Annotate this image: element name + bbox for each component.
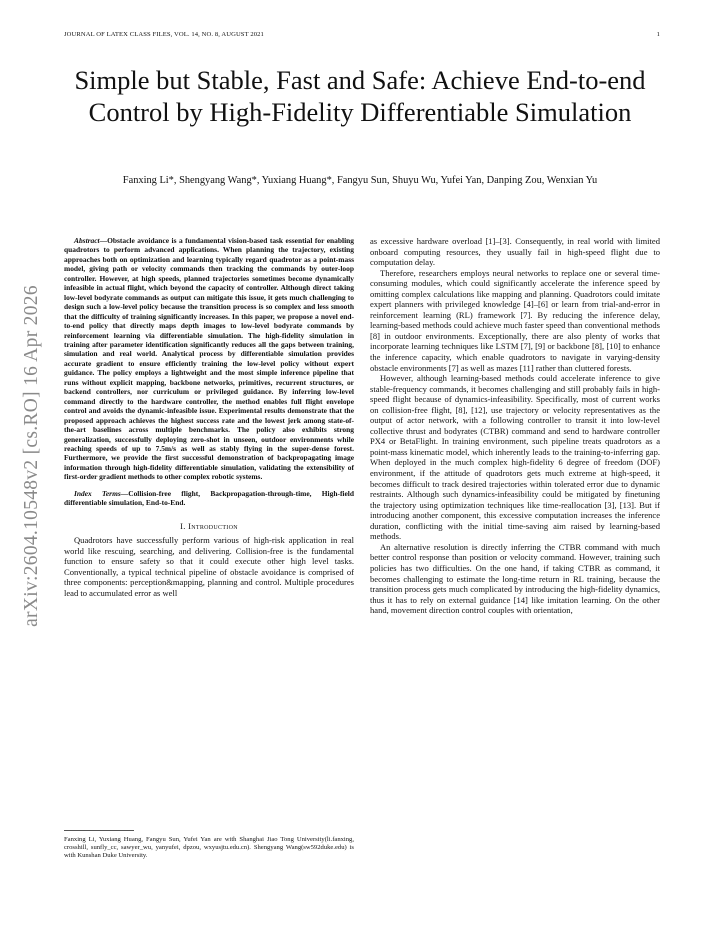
footnote-text: Fanxing Li, Yuxiang Huang, Fangyu Sun, Yufei Yan are with Shanghai Jiao Tong University(li.fanxing, crosshill, sunfly_cc, sawyer_wu, yanyufei, dpzou, wxyusjtu.edu.cn). Shengyang Wang(sw592duke.edu) is with Kunshan Duke University. xyxy=(64,836,354,860)
abstract xyxy=(64,236,354,508)
body-paragraph: However, although learning-based methods could accelerate inference to give stable-frequency commands, it becomes challenging and still probably fails in high-speed flight because of dynamics-infeasibility. Specifically, most of current works on collision-free flight, [8], [12], use trajectory or velocity representatives as the output of actor network, with a following controller to transit it into low-level collective thrust and bodyrates (CTBR) command and send to hardware controller PX4 or BetaFlight. In training environment, such pipeline treats quadrotors as a point-mass kinematic model, which inherently leads to the training-to-inferring gap. When deployed in the much complex high-fidelity 6 degree of freedom (DOF) environment, if the attitude of quadrotors gets much extreme at high-speed, it becomes difficult to track desired trajectories within tolerated error due to dynamic restraints. Although such dynamics-infeasibility could be mitigated by finetuning the trajectory using optimization techniques like time-reallocation [3], [13]. But if introducing another component, this excessive computation increases the inference duration, conflicting with the initial time-saving aim raised by learning-based methods. xyxy=(370,373,660,542)
paper-title: Simple but Stable, Fast and Safe: Achieve End-to-end Control by High-Fidelity Differentiable Simulation xyxy=(74,65,646,127)
section-heading xyxy=(64,521,354,532)
body-paragraph: Therefore, researchers employs neural networks to replace one or several time-consuming modules, which could significantly accelerate the inference speed by omitting complex calculations like mapping and planning. Quadrotors could imitate expert planners with privileged knowledge [4]–[6] or learn from trial-and-error in reinforcement learning (RL) framework [7]. By reducing the inference delay, learning-based methods could achieve much faster speed than conventional methods [8] in outdoor environments. Exceptionally, there are also plenty of works that incorporate learning techniques like LSTM [7], [9] or backbone [8], [10] to enhance the inference capacity, which enable quadrotors to navigate in varying-density obstacle environments [7] as well as mazes [11] rather than cluttered forests. xyxy=(370,267,660,373)
index-terms xyxy=(64,489,354,508)
body-paragraph: An alternative resolution is directly inferring the CTBR command with much better control response than position or velocity command. However, training such policies has two difficulties. On the one hand, if taking CTBR as command, it becomes challenging to estimate the long-time return in RL training, because the transition process gets much complicated by introducing the high-fidelity dynamics, thus it has to rely on external guidance [14] like imitation learning. On the other hand, movement direction control couples with orientation, xyxy=(370,541,660,616)
page-number: 1 xyxy=(656,31,660,38)
section-title: Introduction xyxy=(188,520,238,531)
right-column xyxy=(370,236,660,616)
abstract-text: —Obstacle avoidance is a fundamental vision-based task essential for enabling quadrotors to perform advanced applications. When planning the trajectory, existing approaches both on optimization and learning typically regard quadrotor as a point-mass model, giving path or velocity commands then tracking the commands by outer-loop controller. However, at high speeds, planned trajectories sometimes become dynamically infeasible in actual flight, which beyond the capacity of controller. Although direct taking low-level bodyrate commands as output can mitigate this issue, it gets much challenging to design such a low-level policy because the transition process is so complex and less smooth that the difficulty of training significantly increases. In this paper, we propose a novel end-to-end policy that directly maps depth images to low-level bodyrate commands by reinforcement learning via differentiable simulation. The high-fidelity simulation in training after parameter identification significantly reduces all the gaps between training, simulation and real world. Analytical process by differentiable simulation provides accurate gradient to ensure efficiently training the low-level policy without expert guidance. The policy employs a lightweight and the most simple inference pipeline that runs without explicit mapping, backbone networks, primitives, recurrent structures, or backend controllers, nor curriculum or privileged guidance. By inferring low-level command directly to the hardware controller, the method enables full flight envelope control and avoids the dynamic-infeasible issue. Experimental results demonstrate that the proposed approach achieves the highest success rate and the lowest jerk among state-of-the-art baselines across multiple benchmarks. The policy also exhibits strong generalization, successfully deploying zero-shot in unseen, outdoor environments while reaching speeds of up to 7.5m/s as well as stably flying in the super-dense forest. Furthermore, we provide the first successful demonstration of backpropagating image information through high-fidelity differentiable simulation, validating the extensibility of first-order gradient methods to other complex robotic systems. xyxy=(64,236,354,482)
index-terms-label: Index Terms xyxy=(74,488,121,498)
affiliation-footnote xyxy=(64,836,354,861)
section-number: I. xyxy=(180,520,186,531)
journal-name: JOURNAL OF LATEX CLASS FILES, VOL. 14, NO. 8, AUGUST 2021 xyxy=(64,31,264,38)
intro-paragraph: Quadrotors have successfully perform various of high-risk application in real world like rescuing, searching, and delivering. Collision-free is the fundamental function to ensure safety so that it could execute other high level tasks. Conventionally, a typical technical pipeline of obstacle avoidance is comprised of three components: perception&mapping, planning and control. Multiple procedures lead to accumulated error as well xyxy=(64,535,354,598)
index-terms-text: —Collision-free flight, Backpropagation-through-time, High-field differentiable simulation, End-to-End. xyxy=(64,488,354,508)
arxiv-stamp xyxy=(9,250,55,662)
left-column xyxy=(64,236,354,599)
running-header xyxy=(64,31,660,38)
arxiv-id: arXiv:2604.10548v2 [cs.RO] 16 Apr 2026 xyxy=(21,285,42,627)
footnote-rule xyxy=(64,830,134,831)
abstract-label: Abstract xyxy=(74,236,100,245)
body-paragraph: as excessive hardware overload [1]–[3]. Consequently, in real world with limited onboard computing resources, they usually fail in high-speed flight due to computation delay. xyxy=(370,236,660,268)
author-list: Fanxing Li*, Shengyang Wang*, Yuxiang Huang*, Fangyu Sun, Shuyu Wu, Yufei Yan, Danping Zou, Wenxian Yu xyxy=(122,175,598,186)
